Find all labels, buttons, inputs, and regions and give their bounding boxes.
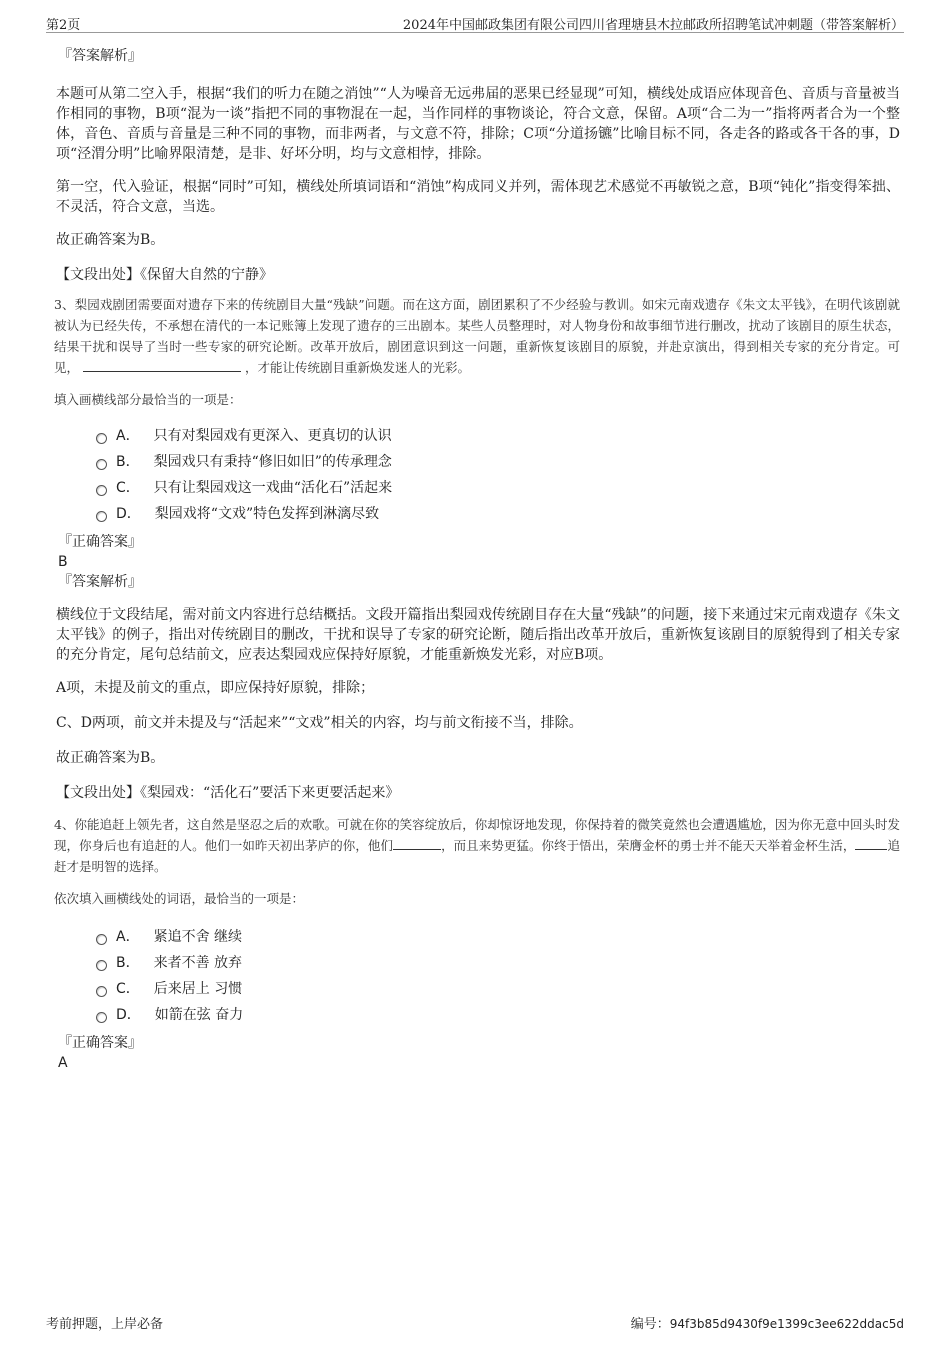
q3-text-before: 3、梨园戏剧团需要面对遗存下来的传统剧目大量“残缺”问题。而在这方面，剧团累积了不少经验与教训。如宋元南戏遗存《朱文太平钱》，在明代该剧就被认为已经失传，不承想在清代的一本记账簿上发现了遗存的三出剧本。某些人员整理时，对人物身份和故事细节进行删改，扰动了该剧目的原生状态，结果干扰和误导了当时一些专家的研究论断。改革开放后，剧团意识到这一问题，重新恢复该剧目的原貌，并赴京演出，得到相关专家的充分肯定。可见， [54, 297, 900, 375]
q3-analysis-para-1: 横线位于文段结尾，需对前文内容进行总结概括。文段开篇指出梨园戏传统剧目存在大量“残缺”的问题，接下来通过宋元南戏遗存《朱文太平钱》的例子，指出对传统剧目的删改，干扰和误导了专家的研究论断，随后指出改革开放后，重新恢复该剧目的原貌得到了相关专家的充分肯定，尾句总结前文，应表达梨园戏应保持好原貌，才能重新焕发光彩，对应B项。 [56, 607, 900, 663]
q3-correct-answer: B [58, 554, 68, 570]
q3-blank [83, 359, 241, 372]
radio-icon[interactable] [96, 1012, 107, 1023]
q3-text-after: ，才能让传统剧目重新焕发迷人的光彩。 [245, 360, 471, 375]
page-content [56, 44, 900, 1073]
q3-option-d[interactable]: D． 梨园戏将“文戏”特色发挥到淋漓尽致 [96, 500, 900, 526]
q2-analysis-label: 『答案解析』 [58, 48, 142, 64]
q4-correct-answer: A [58, 1055, 68, 1071]
document-title: 2024年中国邮政集团有限公司四川省理塘县木拉邮政所招聘笔试冲刺题（带答案解析） [402, 18, 904, 33]
q2-source: 【文段出处】《保留大自然的宁静》 [56, 267, 273, 283]
q4-options [56, 923, 900, 1027]
q2-conclusion: 故正确答案为B。 [56, 232, 165, 248]
q3-option-c[interactable]: C． 只有让梨园戏这一戏曲“活化石”活起来 [96, 474, 900, 500]
radio-icon[interactable] [96, 934, 107, 945]
q3-analysis-para-3: C、D两项，前文并未提及与“活起来”“文戏”相关的内容，均与前文衔接不当，排除。 [56, 715, 583, 731]
radio-icon[interactable] [96, 433, 107, 444]
q4-option-c[interactable]: C． 后来居上 习惯 [96, 975, 900, 1001]
footer-slogan: 考前押题，上岸必备 [46, 1317, 164, 1332]
q3-option-b[interactable]: B． 梨园戏只有秉持“修旧如旧”的传承理念 [96, 448, 900, 474]
q4-option-b[interactable]: B． 来者不善 放弃 [96, 949, 900, 975]
radio-icon[interactable] [96, 960, 107, 971]
q3-prompt: 填入画横线部分最恰当的一项是： [54, 392, 242, 407]
radio-icon[interactable] [96, 986, 107, 997]
q4-prompt: 依次填入画横线处的词语，最恰当的一项是： [54, 891, 305, 906]
q3-analysis-para-2: A项，未提及前文的重点，即应保持好原貌，排除； [56, 680, 375, 696]
q4-blank-2 [855, 837, 887, 850]
document-code: 编号：94f3b85d9430f9e1399c3ee622ddac5d [630, 1317, 904, 1332]
q4-option-d[interactable]: D． 如箭在弦 奋力 [96, 1001, 900, 1027]
q4-option-a[interactable]: A． 紧追不舍 继续 [96, 923, 900, 949]
page-header [46, 12, 904, 33]
radio-icon[interactable] [96, 459, 107, 470]
q2-analysis-para-2: 第一空，代入验证，根据“同时”可知，横线处所填词语和“消蚀”构成同义并列，需体现艺术感觉不再敏锐之意，B项“钝化”指变得笨拙、不灵活，符合文意，当选。 [56, 179, 900, 215]
q4-blank-1 [393, 837, 441, 850]
q3-conclusion: 故正确答案为B。 [56, 750, 165, 766]
q3-source: 【文段出处】《梨园戏：“活化石”要活下来更要活起来》 [56, 785, 400, 801]
radio-icon[interactable] [96, 511, 107, 522]
q3-analysis-label: 『答案解析』 [58, 574, 142, 590]
q3-option-a[interactable]: A． 只有对梨园戏有更深入、更真切的认识 [96, 422, 900, 448]
radio-icon[interactable] [96, 485, 107, 496]
q2-analysis-para-1: 本题可从第二空入手，根据“我们的听力在随之消蚀”“人为噪音无远弗届的恶果已经显现”可知，横线处成语应体现音色、音质与音量被当作相同的事物，B项“混为一谈”指把不同的事物混在一起，当作同样的事物谈论，符合文意，保留。A项“合二为一”指将两者合为一个整体，音色、音质与音量是三种不同的事物，而非两者，与文意不符，排除；C项“分道扬镳”比喻目标不同，各走各的路或各干各的事，D项“泾渭分明”比喻界限清楚，是非、好坏分明，均与文意相悖，排除。 [56, 86, 900, 162]
page-number: 第2页 [46, 18, 81, 33]
q3-options [56, 422, 900, 526]
q4-question: 4、你能追赶上领先者，这自然是坚忍之后的欢歌。可就在你的笑容绽放后，你却惊讶地发现，你保持着的微笑竟然也会遭遇尴尬，因为你无意中回头时发现，你身后也有追赶的人。他们一如昨天初出茅庐的你，他们 ，而且来势更猛。你终于悟出，荣膺金杯的勇士并不能天天举着金杯生活， 追赶才是明智的选择。 [54, 817, 900, 874]
q4-correct-label: 『正确答案』 [58, 1035, 142, 1051]
q3-correct-label: 『正确答案』 [58, 534, 142, 550]
q3-question [54, 294, 900, 378]
